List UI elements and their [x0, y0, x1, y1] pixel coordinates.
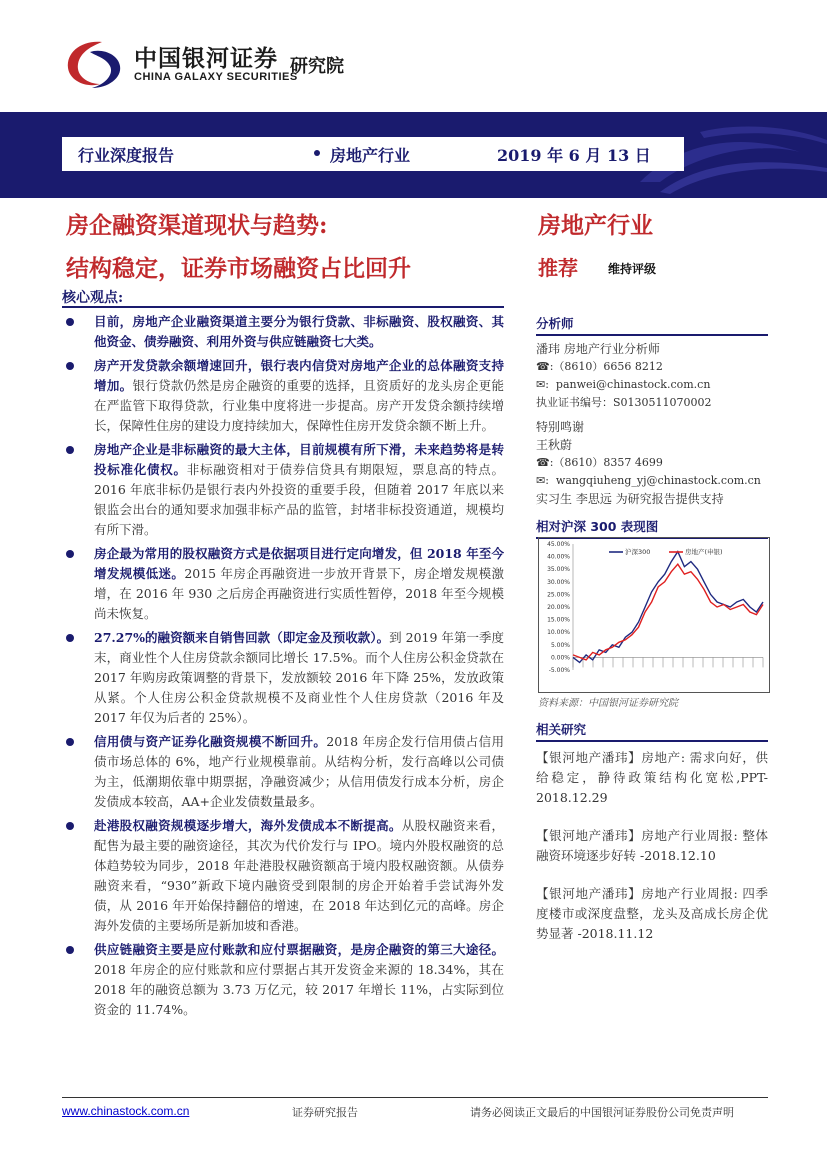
report-title-line1: 房企融资渠道现状与趋势:	[66, 212, 328, 239]
related-research	[536, 720, 768, 962]
bullet-dot-icon	[66, 318, 74, 326]
footer-divider	[62, 1097, 768, 1098]
bullet-dot-icon	[66, 362, 74, 370]
mail-icon: ✉:	[536, 378, 556, 391]
y-tick-label: 30.00%	[547, 578, 570, 586]
bullet-bold: 27.27%的融资额来自销售回款（即定金及预收款）。	[94, 630, 390, 645]
analyst-name: 潘玮 房地产行业分析师	[536, 342, 660, 356]
bullet-bold: 房地产企业是非标融资的最大主体，目前规模有所下滑，未来趋势将是转投标准化债权。	[94, 442, 504, 477]
rating-recommend: 推荐	[538, 256, 578, 280]
y-tick-label: 10.00%	[547, 629, 570, 637]
bullet-bold: 信用债与资产证券化融资规模不断回升。	[94, 734, 327, 749]
bullet-text: 2018 年房企的应付账款和应付票据占其开发资金来源的 18.34%，其在 2018 年的融资总额为 3.73 万亿元，较 2017 年增长 11%，占实际到位资金的 11.74%。	[94, 962, 504, 1017]
thanks-label: 特别鸣谢	[536, 420, 585, 434]
analyst-email[interactable]: panwei@chinastock.com.cn	[555, 378, 711, 391]
research-item[interactable]: 【银河地产潘玮】房地产: 需求向好，供给稳定，静待政策结构化宽松,PPT-2018.12.29	[536, 750, 768, 805]
core-views-label: 核心观点:	[62, 290, 124, 306]
thanks-phone: ☎:（8610）8357 4699	[536, 456, 663, 469]
rating-keep: 维持评级	[608, 262, 657, 276]
core-bullet	[62, 628, 504, 728]
footer-url[interactable]: www.chinastock.com.cn	[62, 1104, 190, 1118]
rating-industry: 房地产行业	[538, 212, 653, 239]
bullet-bold: 供应链融资主要是应付账款和应付票据融资，是房企融资的第三大途径。	[94, 942, 504, 957]
bullet-text: 从股权融资来看，配售为最主要的融资途径，其次为代价发行与 IPO。境内外股权融资的总体趋势较为同步，2018 年赴港股权融资额高于境内股权融资额。从债券融资来看，“930”新政下境内融资受到限制的房企开始着手尝试海外发债，从 2016 年开始保持翻倍的增速，在 2018 年达到亿元的高峰。房企海外发债的主要场所是新加坡和香港。	[94, 818, 504, 933]
galaxy-logo-icon	[62, 38, 128, 90]
analyst-header: 分析师	[536, 314, 768, 336]
bullet-dot-icon	[314, 150, 320, 156]
brand-name-cn: 中国银河证券	[134, 46, 278, 72]
bullet-dot-icon	[66, 550, 74, 558]
y-tick-label: 45.00%	[547, 541, 570, 548]
footer-disclaimer: 请务必阅读正文最后的中国银河证券股份公司免责声明	[470, 1106, 734, 1119]
research-header: 相关研究	[536, 720, 768, 742]
chart-source: 资料来源：中国银河证券研究院	[538, 698, 678, 709]
mail-icon: ✉:	[536, 474, 556, 487]
core-bullet	[62, 312, 504, 352]
core-divider	[62, 306, 504, 308]
report-title-line2: 结构稳定，证券市场融资占比回升	[66, 255, 411, 282]
bullet-dot-icon	[66, 634, 74, 642]
bullet-dot-icon	[66, 446, 74, 454]
core-bullet	[62, 940, 504, 1020]
bullet-dot-icon	[66, 822, 74, 830]
relative-performance-chart	[538, 537, 770, 693]
legend-label: 沪深300	[625, 548, 651, 556]
analyst-panel	[536, 314, 768, 508]
bullet-bold: 目前，房地产企业融资渠道主要分为银行贷款、非标融资、股权融资、其他资金、债券融资、利用外资与供应链融资七大类。	[94, 314, 504, 349]
bullet-dot-icon	[66, 738, 74, 746]
series-line-hs300	[573, 552, 763, 663]
bullet-bold: 赴港股权融资规模逐步增大，海外发债成本不断提高。	[94, 818, 402, 833]
report-type: 行业深度报告	[78, 146, 175, 165]
intern-note: 实习生 李思远 为研究报告提供支持	[536, 492, 724, 506]
brand-institute: 研究院	[290, 56, 344, 77]
bullet-dot-icon	[66, 946, 74, 954]
y-tick-label: 25.00%	[547, 591, 570, 599]
bullet-text: 2015 年房企再融资进一步放开背景下，房企增发规模激增，在 2016 年 930 之后房企再融资进行实质性暂停，2018 年至今规模尚未恢复。	[94, 566, 504, 621]
bullet-bold: 房企最为常用的股权融资方式是依据项目进行定向增发，但 2018 年至今增发规模低迷。	[94, 546, 504, 581]
y-tick-label: 5.00%	[550, 641, 570, 649]
bullet-text: 到 2019 年第一季度末，商业性个人住房贷款余额同比增长 17.5%。而个人住房公积金贷款在 2017 年购房政策调整的背景下，发放额较 2016 年下降 25%，发放政策从紧。个人住房公积金贷款规模不及商业性个人住房贷款（2016 年及 2017 年仅为后者的 25%）。	[94, 630, 504, 725]
y-tick-label: -5.00%	[548, 667, 570, 674]
bullet-text: 非标融资相对于债券信贷具有期限短，票息高的特点。2016 年底非标仍是银行表内外投资的重要手段，但随着 2017 年底以来银监会出台的通知要求加强非标产品的监管，封堵非标投资通道，规模均有所下滑。	[94, 462, 504, 537]
brand-name-en: CHINA GALAXY SECURITIES	[134, 71, 298, 83]
chart-header-block	[536, 517, 768, 539]
bullet-text: 银行贷款仍然是房企融资的重要的选择，且资质好的龙头房企更能在严监管下取得贷款，行业集中度将进一步提高。房产开发贷余额持续增长，保障性住房的建设力度持续加大，保障性住房开发贷余额不断上升。	[94, 378, 504, 433]
core-bullet	[62, 544, 504, 624]
core-bullet	[62, 732, 504, 812]
core-bullets	[62, 312, 504, 1024]
footer-label: 证券研究报告	[292, 1106, 358, 1119]
thanks-name: 王秋蔚	[536, 438, 573, 452]
y-tick-label: 15.00%	[547, 616, 570, 624]
bullet-bold: 房产开发贷款余额增速回升，银行表内信贷对房地产企业的总体融资支持增加。	[94, 358, 504, 393]
thanks-email-row	[536, 472, 768, 490]
core-bullet	[62, 440, 504, 540]
analyst-phone: ☎:（8610）6656 8212	[536, 360, 663, 373]
series-line-realestate	[573, 564, 763, 660]
core-bullet	[62, 816, 504, 936]
report-date: 2019 年 6 月 13 日	[497, 146, 651, 165]
chart-header: 相对沪深 300 表现图	[536, 517, 768, 539]
analyst-cert: 执业证书编号：S0130511070002	[536, 396, 712, 409]
legend-label: 房地产(申银)	[685, 548, 723, 556]
y-tick-label: 20.00%	[547, 604, 570, 611]
analyst-email-row	[536, 376, 768, 394]
thanks-email[interactable]: wangqiuheng_yj@chinastock.com.cn	[555, 474, 761, 487]
y-tick-label: 40.00%	[547, 553, 570, 561]
bullet-text: 2018 年房企发行信用债占信用债市场总体的 6%，地产行业规模靠前。从结构分析，发行高峰以公司债为主，低潮期依靠中期票据，净融资减少；从信用债发行成本分析，房企发债成本较高，AA+企业发债数量最多。	[94, 734, 504, 809]
core-bullet	[62, 356, 504, 436]
research-item[interactable]: 【银河地产潘玮】房地产行业周报: 整体融资环境逐步好转 -2018.12.10	[536, 828, 768, 863]
y-tick-label: 35.00%	[547, 566, 570, 574]
report-industry: 房地产行业	[330, 146, 411, 165]
research-item[interactable]: 【银河地产潘玮】房地产行业周报: 四季度楼市或深度盘整，龙头及高成长房企优势显著 -2018.11.12	[536, 886, 768, 941]
y-tick-label: 0.00%	[550, 654, 570, 662]
